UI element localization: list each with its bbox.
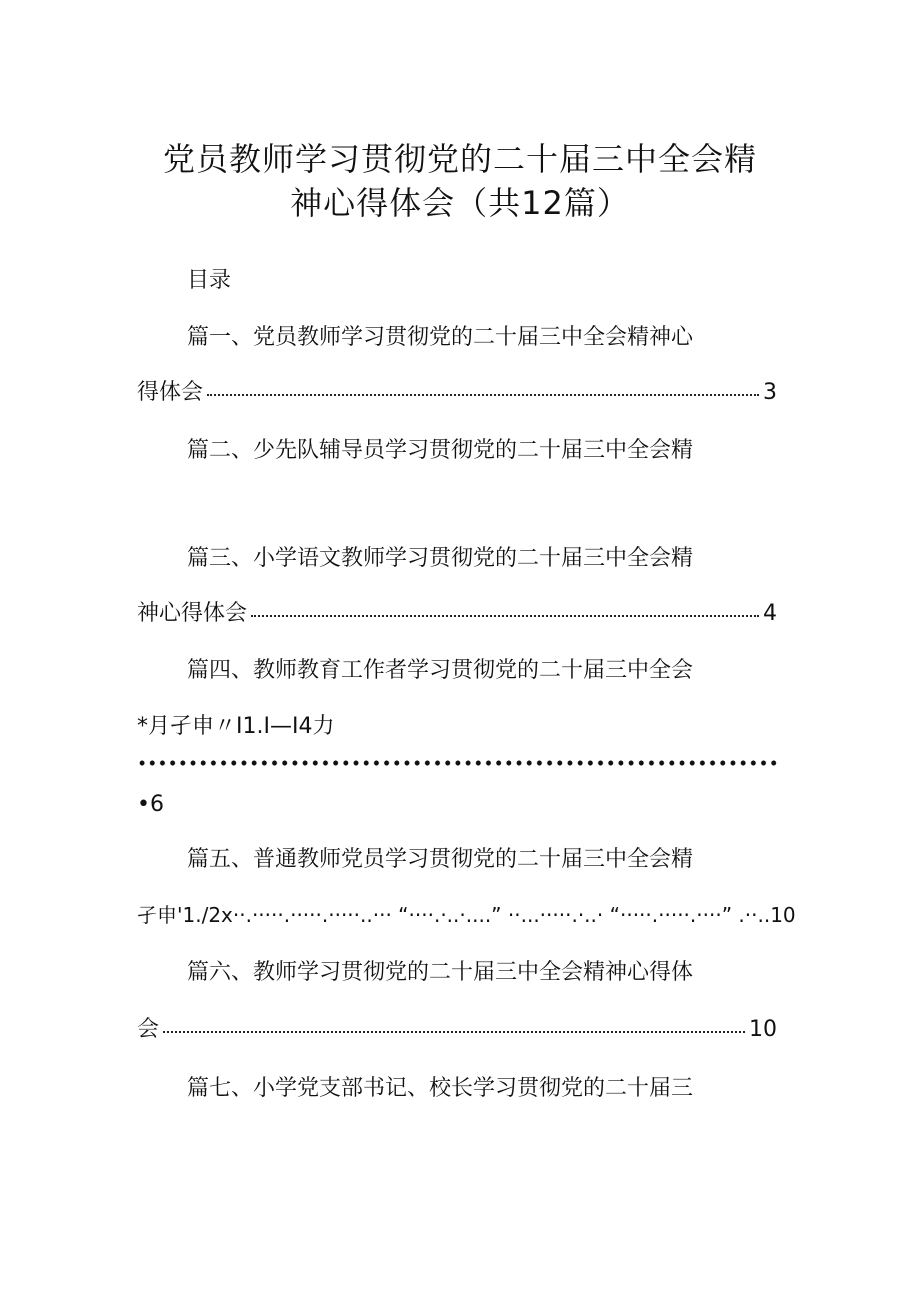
toc-entry-4-page: •6	[137, 792, 164, 817]
toc-entry-4-heading[interactable]: 篇四、教师教育工作者学习贯彻党的二十届三中全会	[187, 658, 694, 683]
toc-entry-3-heading[interactable]: 篇三、小学语文教师学习贯彻党的二十届三中全会精	[187, 546, 694, 571]
toc-entry-5-garbled-text: 孑申'1./2x··.·····.·····.·····..··· “····.·..·....” ··...·····.·..· “·····.·····.····” .··..10	[137, 903, 796, 927]
toc-entry-6-text: 会	[137, 1017, 160, 1042]
document-title-line-1: 党员教师学习贯彻党的二十届三中全会精	[162, 140, 757, 178]
toc-entry-7-heading[interactable]: 篇七、小学党支部书记、校长学习贯彻党的二十届三	[187, 1076, 694, 1101]
toc-entry-2-heading[interactable]: 篇二、少先队辅导员学习贯彻党的二十届三中全会精	[187, 438, 694, 463]
toc-entry-3-text: 神心得体会	[137, 601, 248, 626]
toc-entry-1-text: 得体会	[137, 380, 204, 405]
toc-entry-6-heading[interactable]: 篇六、教师学习贯彻党的二十届三中全会精神心得体	[187, 960, 694, 985]
toc-entry-1-heading[interactable]: 篇一、党员教师学习贯彻党的二十届三中全会精神心	[187, 325, 694, 350]
toc-entry-6-page: 10	[749, 1017, 777, 1042]
toc-entry-4-garbled-text: *月孑申〃I1.I—I4力	[137, 714, 335, 739]
dot-leader	[163, 1029, 745, 1033]
toc-entry-3-continuation[interactable]	[137, 599, 777, 629]
document-title-line-2: 神心得体会（共12篇）	[290, 184, 630, 222]
toc-label: 目录	[187, 268, 232, 293]
toc-entry-6-continuation[interactable]	[137, 1015, 777, 1045]
toc-entry-5-heading[interactable]: 篇五、普通教师党员学习贯彻党的二十届三中全会精	[187, 847, 694, 872]
dot-leader	[207, 392, 759, 396]
toc-entry-1-page: 3	[763, 380, 777, 405]
toc-entry-3-page: 4	[763, 601, 777, 626]
dot-leader-row	[137, 758, 777, 768]
dot-leader	[251, 613, 759, 617]
toc-entry-1-continuation[interactable]	[137, 378, 777, 408]
